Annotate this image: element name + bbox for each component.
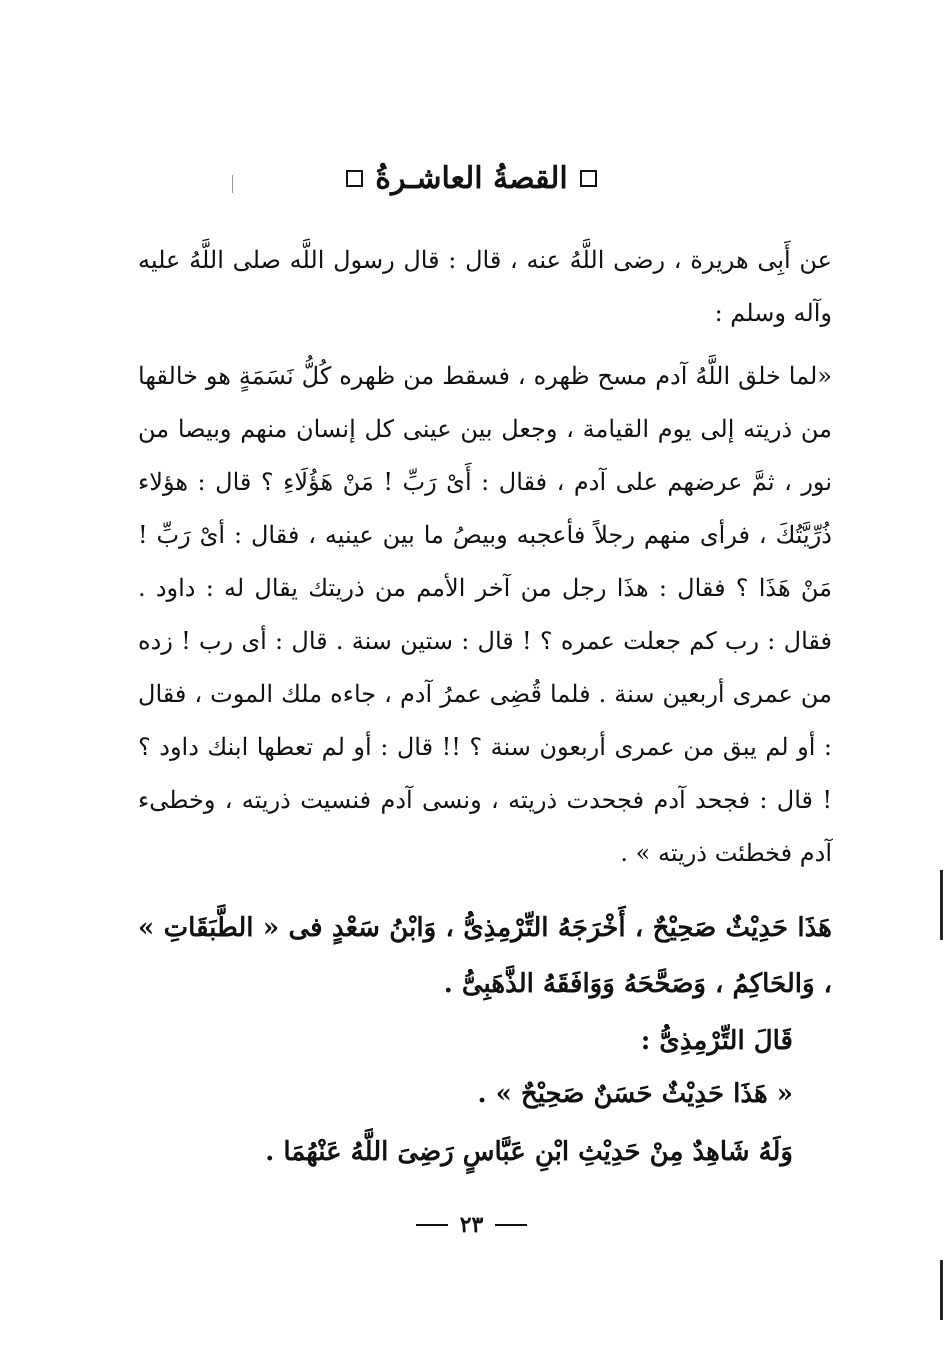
- chapter-heading: [0, 150, 943, 206]
- hadith-text: «لما خلق اللَّهُ آدم مسح ظهره ، فسقط من ظهره كُلُّ نَسَمَةٍ هو خالقها من ذريته إلى يوم القيامة ، وجعل بين عينى كل إنسان منهم وبيصا من نور ، ثمَّ عرضهم على آدم ، فقال : أَىْ رَبِّ ! مَنْ هَؤُلَاءِ ؟ قال : هؤلاء ذُرِّيَّتُكَ ، فرأى منهم رجلاً فأعجبه وبيصُ ما بين عينيه ، فقال : أىْ رَبِّ ! مَنْ هَذَا ؟ فقال : هذَا رجل من آخر الأمم من ذريتك يقال له : داود . فقال : رب كم جعلت عمره ؟ ! قال : ستين سنة . قال : أى رب ! زده من عمرى أربعين سنة . فلما قُضِى عمرُ آدم ، جاءه ملك الموت ، فقال : أو لم يبق من عمرى أربعون سنة ؟ !! قال : أو لم تعطها ابنك داود ؟ ! قال : فجحد آدم فجحدت ذريته ، ونسى آدم فنسيت ذريته ، وخطىء آدم فخطئت ذريته » .: [138, 362, 833, 867]
- square-ornament-icon: [346, 170, 363, 187]
- square-ornament-icon: [580, 170, 597, 187]
- dash-divider: [416, 1224, 448, 1226]
- page-footer: [0, 1212, 943, 1238]
- chapter-title: القصةُ العاشـرةُ: [375, 160, 568, 196]
- tirmidhi-quote: « هَذَا حَدِيْثٌ حَسَنٌ صَحِيْحٌ » .: [477, 1079, 793, 1109]
- witness-note: وَلَهُ شَاهِدٌ مِنْ حَدِيْثِ ابْنِ عَبَّاسٍ رَضِىَ اللَّهُ عَنْهُمَا .: [265, 1137, 793, 1167]
- tirmidhi-label: قَالَ التِّرْمِذِىُّ :: [640, 1026, 793, 1056]
- dash-divider: [495, 1224, 527, 1226]
- page-number: ٢٣: [459, 1212, 484, 1238]
- hadith-grading: هَذَا حَدِيْثٌ صَحِيْحٌ ، أَخْرَجَهُ التِّرْمِذِىُّ ، وَابْنُ سَعْدٍ فى « الطَّبَقَاتِ » ، وَالحَاكِمُ ، وَصَحَّحَهُ وَوَافَقَهُ الذَّهَبِىُّ .: [138, 913, 832, 999]
- isnad-paragraph: عن أَبِى هريرة ، رضى اللَّهُ عنه ، قال : قال رسول اللَّه صلى اللَّهُ عليه وآله وسلم :: [138, 246, 832, 327]
